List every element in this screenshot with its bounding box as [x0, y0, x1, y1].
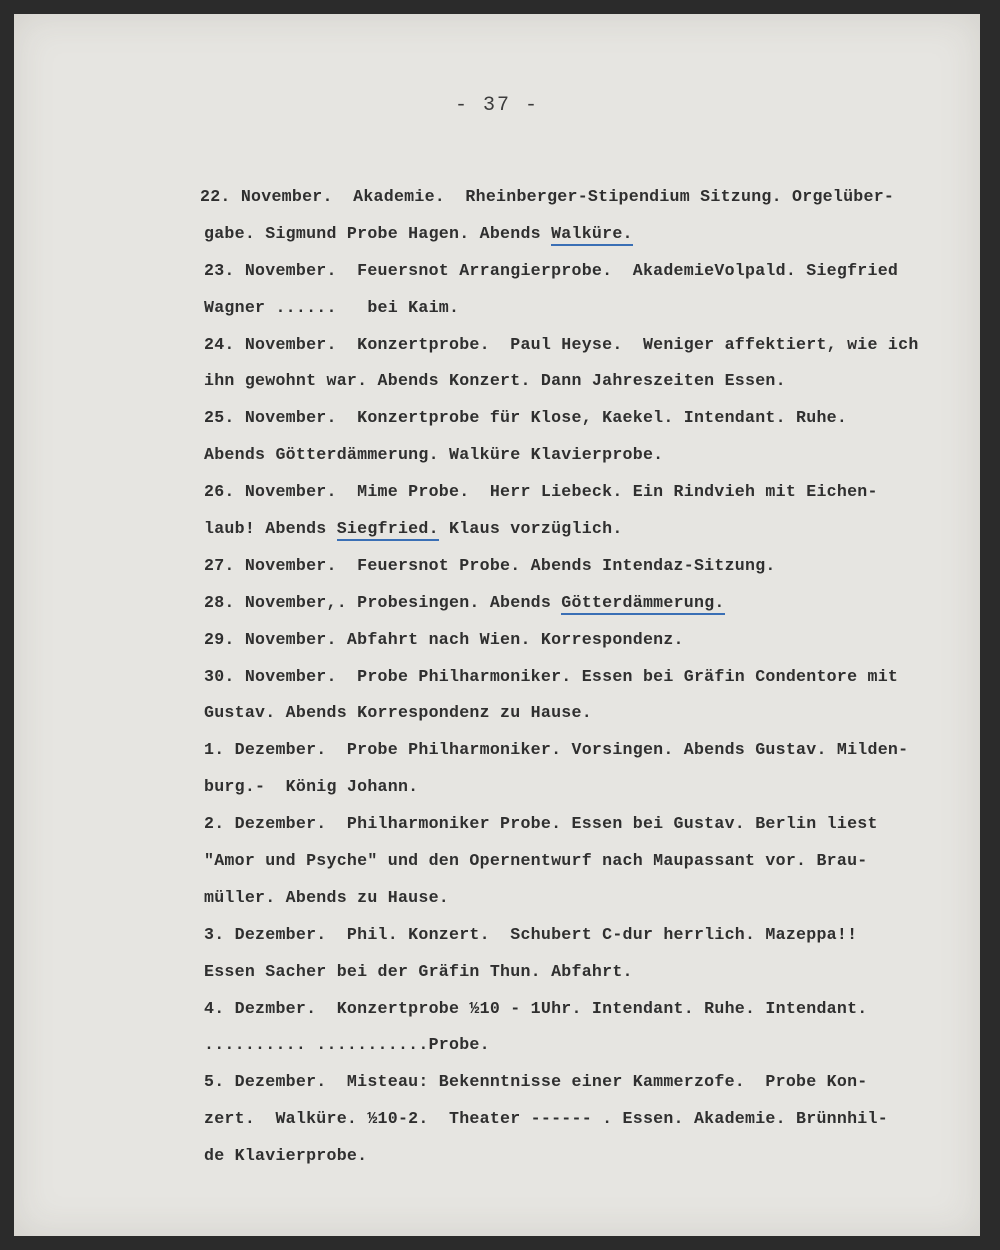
text-line: 1. Dezember. Probe Philharmoniker. Vorsingen. Abends Gustav. Milden-: [204, 740, 909, 760]
text-line: 22. November. Akademie. Rheinberger-Stipendium Sitzung. Orgelüber-: [200, 187, 895, 206]
text-line: gabe. Sigmund Probe Hagen. Abends Walküre.: [200, 216, 990, 253]
pen-underline: Götterdämmerung.: [561, 593, 724, 615]
text-line: 28. November,. Probesingen. Abends Götterdämmerung.: [200, 585, 990, 622]
text-line: Abends Götterdämmerung. Walküre Klavierprobe.: [204, 445, 664, 465]
text-line: 5. Dezember. Misteau: Bekenntnisse einer Kammerzofe. Probe Kon-: [204, 1072, 868, 1092]
text-line: 4. Dezmber. Konzertprobe ½10 - 1Uhr. Intendant. Ruhe. Intendant.: [204, 998, 868, 1018]
typescript-page: [14, 14, 980, 1236]
pen-underline: Siegfried.: [337, 519, 439, 541]
text-line: .......... ...........Probe.: [204, 1035, 490, 1055]
text-line: 23. November. Feuersnot Arrangierprobe. AkademieVolpald. Siegfried: [204, 260, 899, 280]
text-line: de Klavierprobe.: [204, 1146, 368, 1166]
text-line: zert. Walküre. ½10-2. Theater ------ . Essen. Akademie. Brünnhil-: [204, 1109, 888, 1129]
text-line: Gustav. Abends Korrespondenz zu Hause.: [204, 703, 592, 723]
text-line: müller. Abends zu Hause.: [204, 887, 449, 907]
text-line: "Amor und Psyche" und den Opernentwurf nach Maupassant vor. Brau-: [204, 851, 868, 871]
text-line: Wagner ...... bei Kaim.: [204, 297, 460, 317]
text-line: 25. November. Konzertprobe für Klose, Kaekel. Intendant. Ruhe.: [204, 408, 848, 428]
text-line: 24. November. Konzertprobe. Paul Heyse. Weniger affektiert, wie ich: [204, 334, 919, 354]
text-line: 26. November. Mime Probe. Herr Liebeck. Ein Rindvieh mit Eichen-: [204, 482, 878, 502]
text-line: 3. Dezember. Phil. Konzert. Schubert C-dur herrlich. Mazeppa!!: [204, 924, 858, 944]
text-line: Essen Sacher bei der Gräfin Thun. Abfahrt.: [204, 961, 633, 981]
text-line: 30. November. Probe Philharmoniker. Essen bei Gräfin Condentore mit: [204, 666, 899, 686]
text-line: 2. Dezember. Philharmoniker Probe. Essen bei Gustav. Berlin liest: [204, 814, 878, 834]
page-number: - 37 -: [454, 94, 539, 117]
text-line: 29. November. Abfahrt nach Wien. Korrespondenz.: [204, 629, 684, 649]
text-line: laub! Abends Siegfried. Klaus vorzüglich.: [200, 511, 990, 548]
pen-underline: Walküre.: [551, 224, 633, 246]
diary-text: [200, 179, 990, 1175]
text-line: 27. November. Feuersnot Probe. Abends Intendaz-Sitzung.: [204, 555, 776, 575]
text-line: ihn gewohnt war. Abends Konzert. Dann Jahreszeiten Essen.: [204, 371, 786, 391]
text-line: burg.- König Johann.: [204, 777, 419, 797]
